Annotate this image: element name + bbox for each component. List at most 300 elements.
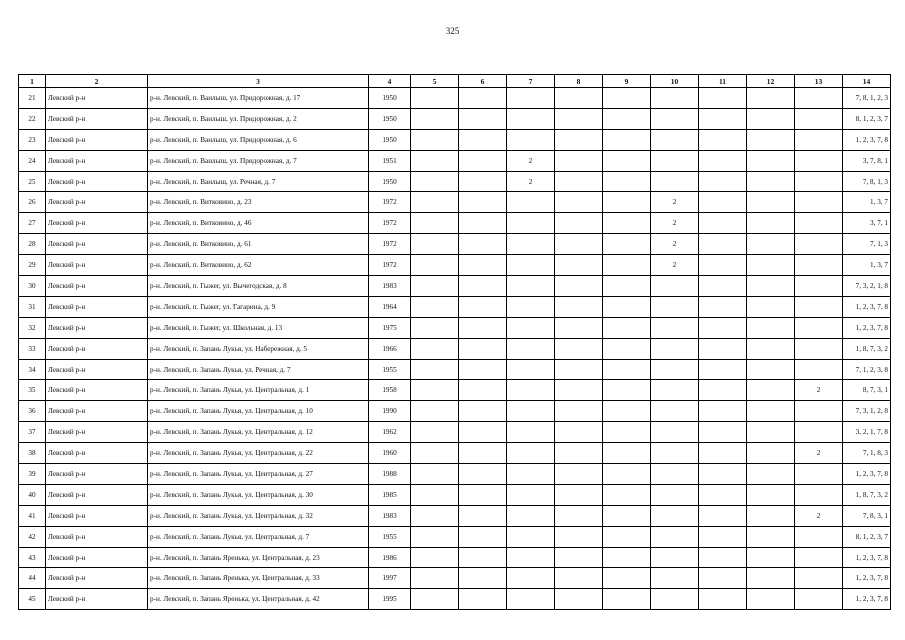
district-cell: Левский р-н	[46, 88, 148, 109]
row-number: 45	[19, 589, 46, 610]
col8-cell	[555, 380, 603, 401]
table-row	[19, 359, 891, 380]
col6-cell	[459, 464, 507, 485]
year-cell: 1975	[369, 317, 411, 338]
col8-cell	[555, 108, 603, 129]
row-number: 41	[19, 505, 46, 526]
year-cell: 1983	[369, 276, 411, 297]
col11-cell	[699, 401, 747, 422]
col9-cell	[603, 213, 651, 234]
address-cell: р-н. Левский, п. Гыжег, ул. Вычегодская, д. 8	[148, 276, 369, 297]
col7-cell: 2	[507, 150, 555, 171]
address-cell: р-н. Левский, п. Запань Лукья, ул. Набережная, д. 5	[148, 338, 369, 359]
district-cell: Левский р-н	[46, 422, 148, 443]
year-cell: 1966	[369, 338, 411, 359]
col11-cell	[699, 505, 747, 526]
col9-cell	[603, 234, 651, 255]
col13-cell	[795, 526, 843, 547]
col12-cell	[747, 108, 795, 129]
col5-cell	[411, 401, 459, 422]
col12-cell	[747, 505, 795, 526]
col6-cell	[459, 484, 507, 505]
col5-cell	[411, 255, 459, 276]
col7-cell	[507, 589, 555, 610]
table-row	[19, 464, 891, 485]
col8-cell	[555, 129, 603, 150]
col12-cell	[747, 192, 795, 213]
col14-cell: 1, 2, 3, 7, 8	[843, 317, 891, 338]
col9-cell	[603, 505, 651, 526]
col5-cell	[411, 234, 459, 255]
col7-cell	[507, 443, 555, 464]
col14-cell: 7, 1, 8, 3	[843, 443, 891, 464]
col6-cell	[459, 443, 507, 464]
column-header-10: 10	[651, 75, 699, 88]
col5-cell	[411, 129, 459, 150]
col10-cell	[651, 150, 699, 171]
col6-cell	[459, 276, 507, 297]
col13-cell	[795, 547, 843, 568]
address-cell: р-н. Левский, п. Запань Лукья, ул. Центральная, д. 30	[148, 484, 369, 505]
col12-cell	[747, 443, 795, 464]
page-number: 325	[445, 26, 460, 36]
col6-cell	[459, 192, 507, 213]
col8-cell	[555, 171, 603, 192]
col6-cell	[459, 255, 507, 276]
col9-cell	[603, 380, 651, 401]
col13-cell	[795, 589, 843, 610]
district-cell: Левский р-н	[46, 443, 148, 464]
year-cell: 1995	[369, 589, 411, 610]
row-number: 33	[19, 338, 46, 359]
col14-cell: 1, 3, 7	[843, 192, 891, 213]
col13-cell	[795, 150, 843, 171]
col11-cell	[699, 296, 747, 317]
col10-cell	[651, 568, 699, 589]
col11-cell	[699, 484, 747, 505]
col8-cell	[555, 338, 603, 359]
col8-cell	[555, 568, 603, 589]
table-row	[19, 380, 891, 401]
col6-cell	[459, 547, 507, 568]
col11-cell	[699, 213, 747, 234]
col11-cell	[699, 568, 747, 589]
table-row	[19, 317, 891, 338]
col7-cell	[507, 547, 555, 568]
col7-cell	[507, 255, 555, 276]
col6-cell	[459, 338, 507, 359]
district-cell: Левский р-н	[46, 589, 148, 610]
table-row	[19, 505, 891, 526]
col14-cell: 1, 2, 3, 7, 8	[843, 464, 891, 485]
col10-cell	[651, 380, 699, 401]
col10-cell: 2	[651, 213, 699, 234]
address-cell: р-н. Левский, п. Запань Лукья, ул. Центральная, д. 27	[148, 464, 369, 485]
address-cell: р-н. Левский, п. Запань Яренька, ул. Центральная, д. 33	[148, 568, 369, 589]
year-cell: 1950	[369, 108, 411, 129]
col11-cell	[699, 422, 747, 443]
column-header-7: 7	[507, 75, 555, 88]
column-header-11: 11	[699, 75, 747, 88]
district-cell: Левский р-н	[46, 401, 148, 422]
col10-cell	[651, 401, 699, 422]
col11-cell	[699, 234, 747, 255]
col13-cell	[795, 422, 843, 443]
col7-cell	[507, 422, 555, 443]
col11-cell	[699, 171, 747, 192]
address-cell: р-н. Левский, п. Запань Лукья, ул. Центральная, д. 22	[148, 443, 369, 464]
col7-cell	[507, 276, 555, 297]
col9-cell	[603, 255, 651, 276]
year-cell: 1988	[369, 464, 411, 485]
col14-cell: 3, 7, 8, 1	[843, 150, 891, 171]
col7-cell	[507, 296, 555, 317]
district-cell: Левский р-н	[46, 108, 148, 129]
col9-cell	[603, 108, 651, 129]
col13-cell	[795, 296, 843, 317]
col14-cell: 1, 2, 3, 7, 8	[843, 296, 891, 317]
year-cell: 1972	[369, 213, 411, 234]
col10-cell: 2	[651, 255, 699, 276]
col6-cell	[459, 317, 507, 338]
col5-cell	[411, 150, 459, 171]
col9-cell	[603, 338, 651, 359]
year-cell: 1960	[369, 443, 411, 464]
column-header-6: 6	[459, 75, 507, 88]
col5-cell	[411, 317, 459, 338]
col12-cell	[747, 547, 795, 568]
col9-cell	[603, 192, 651, 213]
row-number: 28	[19, 234, 46, 255]
table-row	[19, 296, 891, 317]
col5-cell	[411, 108, 459, 129]
col5-cell	[411, 380, 459, 401]
col7-cell	[507, 464, 555, 485]
col11-cell	[699, 192, 747, 213]
col7-cell	[507, 88, 555, 109]
column-header-5: 5	[411, 75, 459, 88]
col10-cell	[651, 276, 699, 297]
col5-cell	[411, 171, 459, 192]
col9-cell	[603, 129, 651, 150]
col6-cell	[459, 568, 507, 589]
column-header-1: 1	[19, 75, 46, 88]
col9-cell	[603, 526, 651, 547]
district-cell: Левский р-н	[46, 380, 148, 401]
col5-cell	[411, 359, 459, 380]
address-cell: р-н. Левский, п. Запань Яренька, ул. Центральная, д. 42	[148, 589, 369, 610]
address-cell: р-н. Левский, п. Запань Лукья, ул. Центральная, д. 32	[148, 505, 369, 526]
col7-cell	[507, 338, 555, 359]
row-number: 29	[19, 255, 46, 276]
row-number: 43	[19, 547, 46, 568]
col10-cell	[651, 464, 699, 485]
col14-cell: 8, 7, 3, 1	[843, 380, 891, 401]
col8-cell	[555, 317, 603, 338]
col14-cell: 1, 2, 3, 7, 8	[843, 129, 891, 150]
col11-cell	[699, 150, 747, 171]
col13-cell	[795, 338, 843, 359]
table-row	[19, 589, 891, 610]
col11-cell	[699, 547, 747, 568]
col10-cell	[651, 296, 699, 317]
col5-cell	[411, 88, 459, 109]
address-cell: р-н. Левский, п. Запань Лукья, ул. Центральная, д. 10	[148, 401, 369, 422]
col11-cell	[699, 338, 747, 359]
col14-cell: 7, 8, 1, 3	[843, 171, 891, 192]
year-cell: 1972	[369, 234, 411, 255]
col14-cell: 7, 3, 1, 2, 8	[843, 401, 891, 422]
col9-cell	[603, 296, 651, 317]
col10-cell	[651, 359, 699, 380]
col8-cell	[555, 359, 603, 380]
col7-cell: 2	[507, 171, 555, 192]
col7-cell	[507, 359, 555, 380]
col13-cell	[795, 401, 843, 422]
year-cell: 1962	[369, 422, 411, 443]
col13-cell: 2	[795, 443, 843, 464]
year-cell: 1950	[369, 171, 411, 192]
row-number: 25	[19, 171, 46, 192]
address-cell: р-н. Левский, п. Запань Лукья, ул. Центральная, д. 12	[148, 422, 369, 443]
col6-cell	[459, 234, 507, 255]
table-row	[19, 338, 891, 359]
col11-cell	[699, 380, 747, 401]
col11-cell	[699, 129, 747, 150]
col10-cell	[651, 505, 699, 526]
col9-cell	[603, 589, 651, 610]
table-row	[19, 568, 891, 589]
district-cell: Левский р-н	[46, 296, 148, 317]
row-number: 32	[19, 317, 46, 338]
year-cell: 1951	[369, 150, 411, 171]
col5-cell	[411, 296, 459, 317]
district-cell: Левский р-н	[46, 359, 148, 380]
col10-cell: 2	[651, 234, 699, 255]
col6-cell	[459, 108, 507, 129]
col7-cell	[507, 234, 555, 255]
district-cell: Левский р-н	[46, 568, 148, 589]
col6-cell	[459, 359, 507, 380]
year-cell: 1983	[369, 505, 411, 526]
col7-cell	[507, 108, 555, 129]
col13-cell	[795, 317, 843, 338]
col8-cell	[555, 150, 603, 171]
col10-cell	[651, 443, 699, 464]
row-number: 26	[19, 192, 46, 213]
year-cell: 1955	[369, 359, 411, 380]
col7-cell	[507, 568, 555, 589]
col5-cell	[411, 568, 459, 589]
row-number: 36	[19, 401, 46, 422]
col11-cell	[699, 359, 747, 380]
col13-cell: 2	[795, 505, 843, 526]
address-cell: р-н. Левский, п. Запань Лукья, ул. Центральная, д. 1	[148, 380, 369, 401]
address-cell: р-н. Левский, п. Ванлыш, ул. Придорожная, д. 2	[148, 108, 369, 129]
col13-cell	[795, 359, 843, 380]
col14-cell: 7, 8, 3, 1	[843, 505, 891, 526]
table-row	[19, 129, 891, 150]
col6-cell	[459, 171, 507, 192]
column-header-9: 9	[603, 75, 651, 88]
col13-cell	[795, 464, 843, 485]
col13-cell	[795, 108, 843, 129]
col12-cell	[747, 464, 795, 485]
year-cell: 1950	[369, 129, 411, 150]
column-header-14: 14	[843, 75, 891, 88]
col10-cell	[651, 589, 699, 610]
row-number: 34	[19, 359, 46, 380]
district-cell: Левский р-н	[46, 192, 148, 213]
col9-cell	[603, 547, 651, 568]
col10-cell	[651, 422, 699, 443]
row-number: 21	[19, 88, 46, 109]
address-cell: р-н. Левский, п. Гыжег, ул. Школьная, д. 13	[148, 317, 369, 338]
col10-cell	[651, 484, 699, 505]
district-cell: Левский р-н	[46, 484, 148, 505]
row-number: 44	[19, 568, 46, 589]
col8-cell	[555, 484, 603, 505]
col8-cell	[555, 464, 603, 485]
col12-cell	[747, 526, 795, 547]
col11-cell	[699, 464, 747, 485]
col9-cell	[603, 150, 651, 171]
col5-cell	[411, 338, 459, 359]
table-row	[19, 234, 891, 255]
district-cell: Левский р-н	[46, 505, 148, 526]
col7-cell	[507, 484, 555, 505]
col6-cell	[459, 380, 507, 401]
district-cell: Левский р-н	[46, 547, 148, 568]
row-number: 37	[19, 422, 46, 443]
address-cell: р-н. Левский, п. Витковино, д. 23	[148, 192, 369, 213]
col8-cell	[555, 589, 603, 610]
col6-cell	[459, 589, 507, 610]
col10-cell: 2	[651, 192, 699, 213]
col7-cell	[507, 192, 555, 213]
col12-cell	[747, 422, 795, 443]
district-cell: Левский р-н	[46, 464, 148, 485]
col8-cell	[555, 526, 603, 547]
col12-cell	[747, 88, 795, 109]
col9-cell	[603, 443, 651, 464]
col14-cell: 1, 2, 3, 7, 8	[843, 589, 891, 610]
district-cell: Левский р-н	[46, 171, 148, 192]
col13-cell	[795, 171, 843, 192]
row-number: 30	[19, 276, 46, 297]
column-header-4: 4	[369, 75, 411, 88]
district-cell: Левский р-н	[46, 129, 148, 150]
col7-cell	[507, 505, 555, 526]
col12-cell	[747, 150, 795, 171]
table-row	[19, 401, 891, 422]
col5-cell	[411, 526, 459, 547]
table-body	[19, 88, 891, 610]
table-row	[19, 108, 891, 129]
col12-cell	[747, 255, 795, 276]
address-cell: р-н. Левский, п. Ванлыш, ул. Придорожная, д. 17	[148, 88, 369, 109]
col12-cell	[747, 568, 795, 589]
table-row	[19, 255, 891, 276]
district-cell: Левский р-н	[46, 255, 148, 276]
col5-cell	[411, 464, 459, 485]
col6-cell	[459, 88, 507, 109]
col8-cell	[555, 422, 603, 443]
col9-cell	[603, 464, 651, 485]
col13-cell	[795, 129, 843, 150]
col5-cell	[411, 422, 459, 443]
col6-cell	[459, 422, 507, 443]
col5-cell	[411, 547, 459, 568]
col11-cell	[699, 255, 747, 276]
col14-cell: 7, 8, 1, 2, 3	[843, 88, 891, 109]
row-number: 27	[19, 213, 46, 234]
col13-cell	[795, 484, 843, 505]
col9-cell	[603, 171, 651, 192]
col8-cell	[555, 296, 603, 317]
address-cell: р-н. Левский, п. Витковино, д. 46	[148, 213, 369, 234]
column-header-3: 3	[148, 75, 369, 88]
col11-cell	[699, 443, 747, 464]
row-number: 35	[19, 380, 46, 401]
column-header-13: 13	[795, 75, 843, 88]
district-cell: Левский р-н	[46, 526, 148, 547]
year-cell: 1986	[369, 547, 411, 568]
row-number: 23	[19, 129, 46, 150]
col10-cell	[651, 88, 699, 109]
col12-cell	[747, 484, 795, 505]
column-header-12: 12	[747, 75, 795, 88]
address-cell: р-н. Левский, п. Ванлыш, ул. Речная, д. 7	[148, 171, 369, 192]
district-cell: Левский р-н	[46, 150, 148, 171]
col8-cell	[555, 443, 603, 464]
table-row	[19, 422, 891, 443]
col12-cell	[747, 401, 795, 422]
row-number: 31	[19, 296, 46, 317]
address-cell: р-н. Левский, п. Гыжег, ул. Гагарина, д. 9	[148, 296, 369, 317]
col7-cell	[507, 526, 555, 547]
col7-cell	[507, 380, 555, 401]
col14-cell: 1, 2, 3, 7, 8	[843, 568, 891, 589]
col13-cell	[795, 568, 843, 589]
table-row	[19, 192, 891, 213]
col13-cell	[795, 213, 843, 234]
year-cell: 1997	[369, 568, 411, 589]
col11-cell	[699, 108, 747, 129]
col8-cell	[555, 255, 603, 276]
district-cell: Левский р-н	[46, 213, 148, 234]
col12-cell	[747, 276, 795, 297]
col5-cell	[411, 589, 459, 610]
col10-cell	[651, 108, 699, 129]
col8-cell	[555, 547, 603, 568]
col12-cell	[747, 589, 795, 610]
row-number: 42	[19, 526, 46, 547]
district-cell: Левский р-н	[46, 317, 148, 338]
col9-cell	[603, 484, 651, 505]
row-number: 38	[19, 443, 46, 464]
col14-cell: 7, 3, 2, 1, 8	[843, 276, 891, 297]
col10-cell	[651, 526, 699, 547]
col10-cell	[651, 547, 699, 568]
address-cell: р-н. Левский, п. Запань Лукья, ул. Речная, д. 7	[148, 359, 369, 380]
col5-cell	[411, 484, 459, 505]
col12-cell	[747, 129, 795, 150]
col11-cell	[699, 317, 747, 338]
col8-cell	[555, 505, 603, 526]
address-cell: р-н. Левский, п. Запань Яренька, ул. Центральная, д. 23	[148, 547, 369, 568]
col9-cell	[603, 359, 651, 380]
